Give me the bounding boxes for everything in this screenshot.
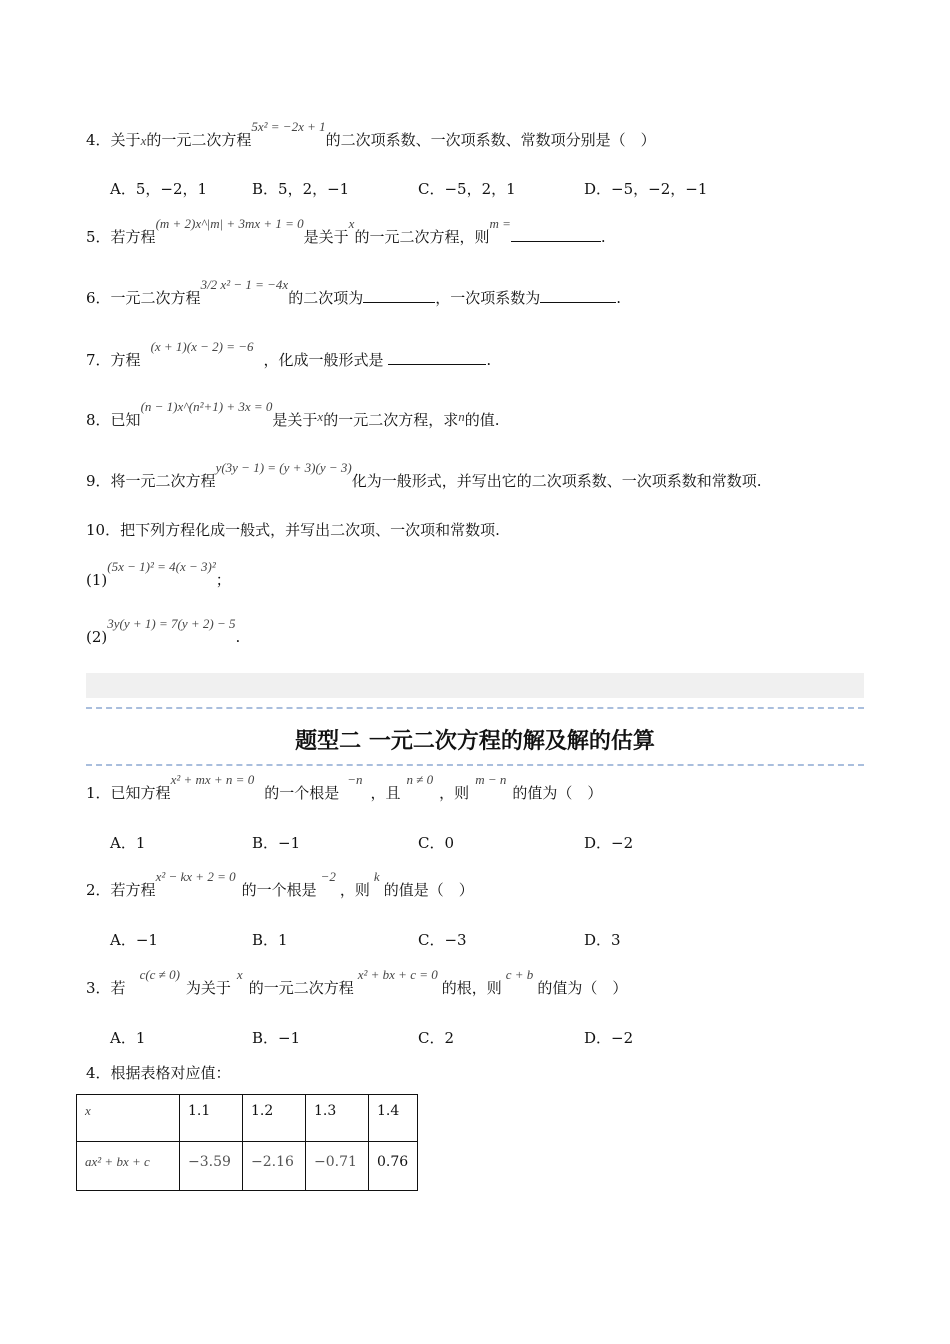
option-d: D．−5，−2，−1	[584, 180, 708, 198]
table-cell: 1.1	[180, 1095, 243, 1142]
question-10: 10．把下列方程化成一般式，并写出二次项、一次项和常数项.	[86, 521, 500, 539]
table-cell: −2.16	[243, 1142, 306, 1191]
table-cell: 0.76	[369, 1142, 418, 1191]
options-s2-q1	[110, 832, 750, 852]
table-cell: −0.71	[306, 1142, 369, 1191]
table-cell: 1.4	[369, 1095, 418, 1142]
table-cell: 1.2	[243, 1095, 306, 1142]
option-c: C．0	[418, 834, 455, 852]
question-7: 7．方程(x + 1)(x − 2) = −6，化成一般形式是 .	[86, 339, 492, 369]
table-row	[77, 1095, 418, 1142]
question-8: 8．已知(n − 1)x^(n²+1) + 3x = 0是关于x的一元二次方程，求n的值.	[86, 399, 500, 429]
option-d: D．−2	[584, 1029, 634, 1047]
option-d: D．−2	[584, 834, 634, 852]
question-4: 4．关于x的一元二次方程5x² = −2x + 1的二次项系数、一次项系数、常数项分别是（ ）	[86, 119, 656, 149]
equation: 3y(y + 1) = 7(y + 2) − 5	[107, 616, 236, 631]
equation: c(c ≠ 0)	[139, 967, 180, 982]
answer-blank	[540, 288, 616, 303]
option-c: C．−5，2，1	[418, 180, 516, 198]
options-s2-q3	[110, 1027, 750, 1047]
s2-question-2: 2．若方程x² − kx + 2 = 0的一个根是−2，则k的值是（ ）	[86, 869, 474, 899]
table-cell: x	[77, 1095, 180, 1142]
question-10-part-2: (2)3y(y + 1) = 7(y + 2) − 5.	[86, 616, 241, 646]
option-b: B．1	[252, 931, 288, 949]
s2-question-1: 1．已知方程x² + mx + n = 0的一个根是−n，且n ≠ 0，则m − n的值为（ ）	[86, 772, 603, 802]
equation: x² − kx + 2 = 0	[155, 869, 236, 884]
s2-question-3: 3．若c(c ≠ 0)为关于x的一元二次方程x² + bx + c = 0的根，则c + b的值为（ ）	[86, 967, 628, 997]
option-b: B．−1	[252, 1029, 301, 1047]
option-b: B．5，2，−1	[252, 180, 350, 198]
table-cell: 1.3	[306, 1095, 369, 1142]
option-d: D．3	[584, 931, 621, 949]
equation: (n − 1)x^(n²+1) + 3x = 0	[140, 399, 273, 414]
equation: (5x − 1)² = 4(x − 3)²	[107, 559, 216, 574]
question-5: 5．若方程(m + 2)x^|m| + 3mx + 1 = 0是关于x的一元二次方程，则m =.	[86, 216, 606, 246]
s2-question-4: 4．根据表格对应值：	[86, 1064, 231, 1082]
question-6: 6．一元二次方程3/2 x² − 1 = −4x的二次项为 ，一次项系数为 .	[86, 277, 621, 307]
table-row	[77, 1142, 418, 1191]
equation: y(3y − 1) = (y + 3)(y − 3)	[215, 460, 352, 475]
option-a: A．1	[110, 834, 146, 852]
equation: 5x² = −2x + 1	[251, 119, 326, 134]
option-b: B．−1	[252, 834, 301, 852]
answer-blank	[363, 288, 435, 303]
answer-blank	[388, 350, 486, 365]
equation: (m + 2)x^|m| + 3mx + 1 = 0	[155, 216, 304, 231]
section-title: 题型二 一元二次方程的解及解的估算	[295, 729, 655, 754]
section-separator-bar	[86, 673, 864, 698]
options-s2-q2	[110, 929, 750, 949]
value-table	[76, 1094, 418, 1191]
question-9: 9．将一元二次方程y(3y − 1) = (y + 3)(y − 3)化为一般形式，并写出它的二次项系数、一次项系数和常数项.	[86, 460, 762, 490]
option-c: C．−3	[418, 931, 467, 949]
options-q4	[110, 178, 750, 198]
table-cell: ax² + bx + c	[77, 1142, 180, 1191]
equation: x² + mx + n = 0	[170, 772, 255, 787]
answer-blank	[511, 227, 601, 242]
option-c: C．2	[418, 1029, 455, 1047]
question-10-part-1: (1)(5x − 1)² = 4(x − 3)²；	[86, 559, 231, 589]
option-a: A．−1	[110, 931, 158, 949]
equation: 3/2 x² − 1 = −4x	[200, 277, 289, 292]
option-a: A．5，−2，1	[110, 180, 208, 198]
option-a: A．1	[110, 1029, 146, 1047]
equation: (x + 1)(x − 2) = −6	[150, 339, 254, 354]
dashed-divider-bottom	[86, 764, 864, 766]
dashed-divider-top	[86, 707, 864, 709]
table-cell: −3.59	[180, 1142, 243, 1191]
